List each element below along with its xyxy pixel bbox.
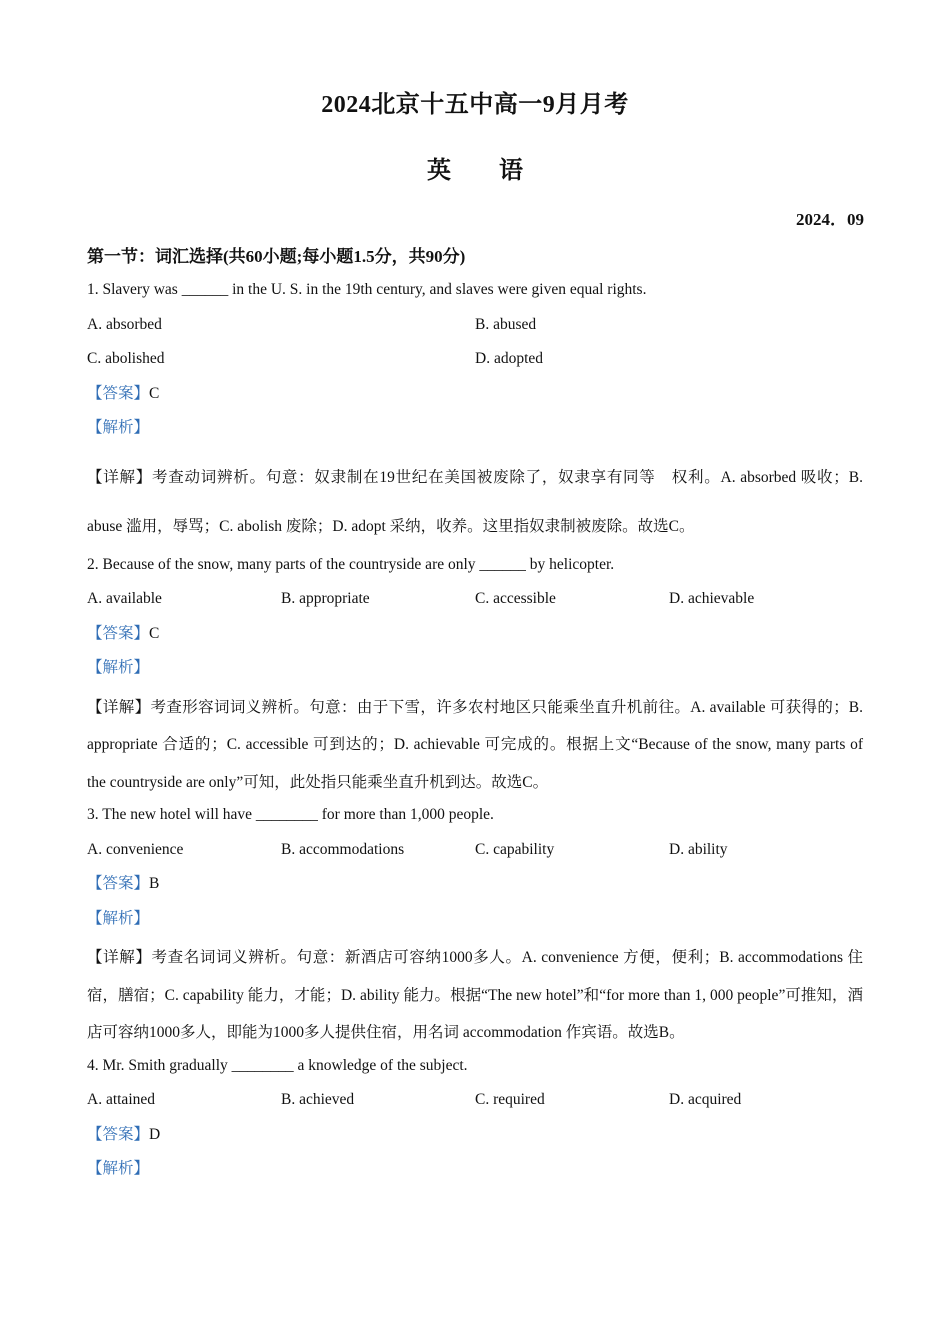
analysis-label: 【解析】 (87, 909, 150, 927)
question-stem: 1. Slavery was ______ in the U. S. in the 19th century, and slaves were given equal rights. (87, 281, 647, 298)
option-c: C. required (475, 1091, 545, 1108)
analysis-label: 【解析】 (87, 1160, 150, 1177)
option-c: C. accessible (475, 590, 556, 607)
analysis-line (87, 654, 863, 689)
analysis-line (87, 1155, 863, 1190)
option-a: A. attained (87, 1091, 156, 1108)
answer-label: 【答案】 (87, 624, 150, 642)
question-list (87, 276, 863, 1190)
options-row (87, 585, 863, 620)
option-c: C. capability (475, 840, 555, 858)
detail-text: 考查形容词词义辨析。句意：由于下雪，许多农村地区只能乘坐直升机前往。A. available 可获得的；B. appropriate 合适的；C. accessible 可到达的；D. achievable 可完成的。根据上文“Because of the snow, many parts of the countryside are only”可知，此处指只能乘坐直升机到达。故选C。 (87, 698, 863, 791)
detail-label: 【详解】 (87, 949, 152, 966)
option-a: A. absorbed (87, 315, 162, 333)
analysis-label: 【解析】 (87, 659, 150, 676)
detail-text: 考查名词词义辨析。句意：新酒店可容纳1000多人。A. convenience 方便，便利；B. accommodations 住宿，膳宿；C. capability 能力，才能；D. ability 能力。根据“The new hotel”和“for more than 1, 000 people”可推知，酒店可容纳1000多人，即能为1000多人提供住宿，用名词 accommodation 作宾语。故选B。 (87, 949, 863, 1041)
detail-text: 考查动词辨析。句意：奴隶制在19世纪在美国被废除了，奴隶享有同等 权利。A. absorbed 吸收；B. abuse 滥用，辱骂；C. abolish 废除；D. adopt 采纳，收养。这里指奴隶制被废除。故选C。 (87, 468, 863, 535)
answer-value: C (149, 384, 160, 402)
subject-char-2: 语 (499, 158, 523, 184)
option-b: B. achieved (281, 1091, 355, 1108)
question-stem: 2. Because of the snow, many parts of the countryside are only ______ by helicopter. (87, 555, 615, 573)
answer-line (87, 870, 863, 905)
answer-label: 【答案】 (87, 384, 150, 402)
exam-date: 2024．09 (796, 210, 864, 229)
option-d: D. ability (669, 840, 728, 858)
answer-line (87, 1121, 863, 1156)
detail-label: 【详解】 (87, 468, 152, 486)
options-row (87, 1086, 863, 1121)
analysis-line (87, 414, 863, 449)
answer-value: C (149, 624, 160, 642)
analysis-label: 【解析】 (87, 419, 150, 436)
subject-heading (0, 150, 950, 185)
options-row (87, 311, 863, 346)
answer-value: D (149, 1125, 161, 1143)
detail-paragraph (87, 939, 863, 1052)
section-title: 第一节：词汇选择(共60小题;每小题1.5分，共90分) (87, 247, 466, 266)
option-b: B. accommodations (281, 840, 405, 858)
answer-value: B (149, 875, 160, 892)
question-stem: 3. The new hotel will have ________ for more than 1,000 people. (87, 806, 494, 823)
option-d: D. achievable (669, 590, 755, 607)
option-d: D. adopted (475, 350, 544, 367)
option-b: B. appropriate (281, 590, 370, 607)
option-d: D. acquired (669, 1091, 742, 1108)
answer-line (87, 380, 863, 415)
option-c: C. abolished (87, 350, 165, 367)
option-a: A. available (87, 590, 162, 607)
answer-line (87, 620, 863, 655)
option-b: B. abused (475, 315, 537, 333)
detail-paragraph (87, 453, 863, 551)
page-title: 2024北京十五中高一9月月考 (321, 92, 629, 118)
subject-char-1: 英 (427, 158, 451, 184)
option-a: A. convenience (87, 840, 184, 858)
question-stem: 4. Mr. Smith gradually ________ a knowledge of the subject. (87, 1056, 468, 1074)
options-row (87, 345, 863, 380)
options-row (87, 836, 863, 871)
answer-label: 【答案】 (87, 1125, 150, 1143)
detail-paragraph (87, 689, 863, 802)
analysis-line (87, 905, 863, 940)
answer-label: 【答案】 (87, 875, 150, 892)
detail-label: 【详解】 (87, 698, 151, 716)
